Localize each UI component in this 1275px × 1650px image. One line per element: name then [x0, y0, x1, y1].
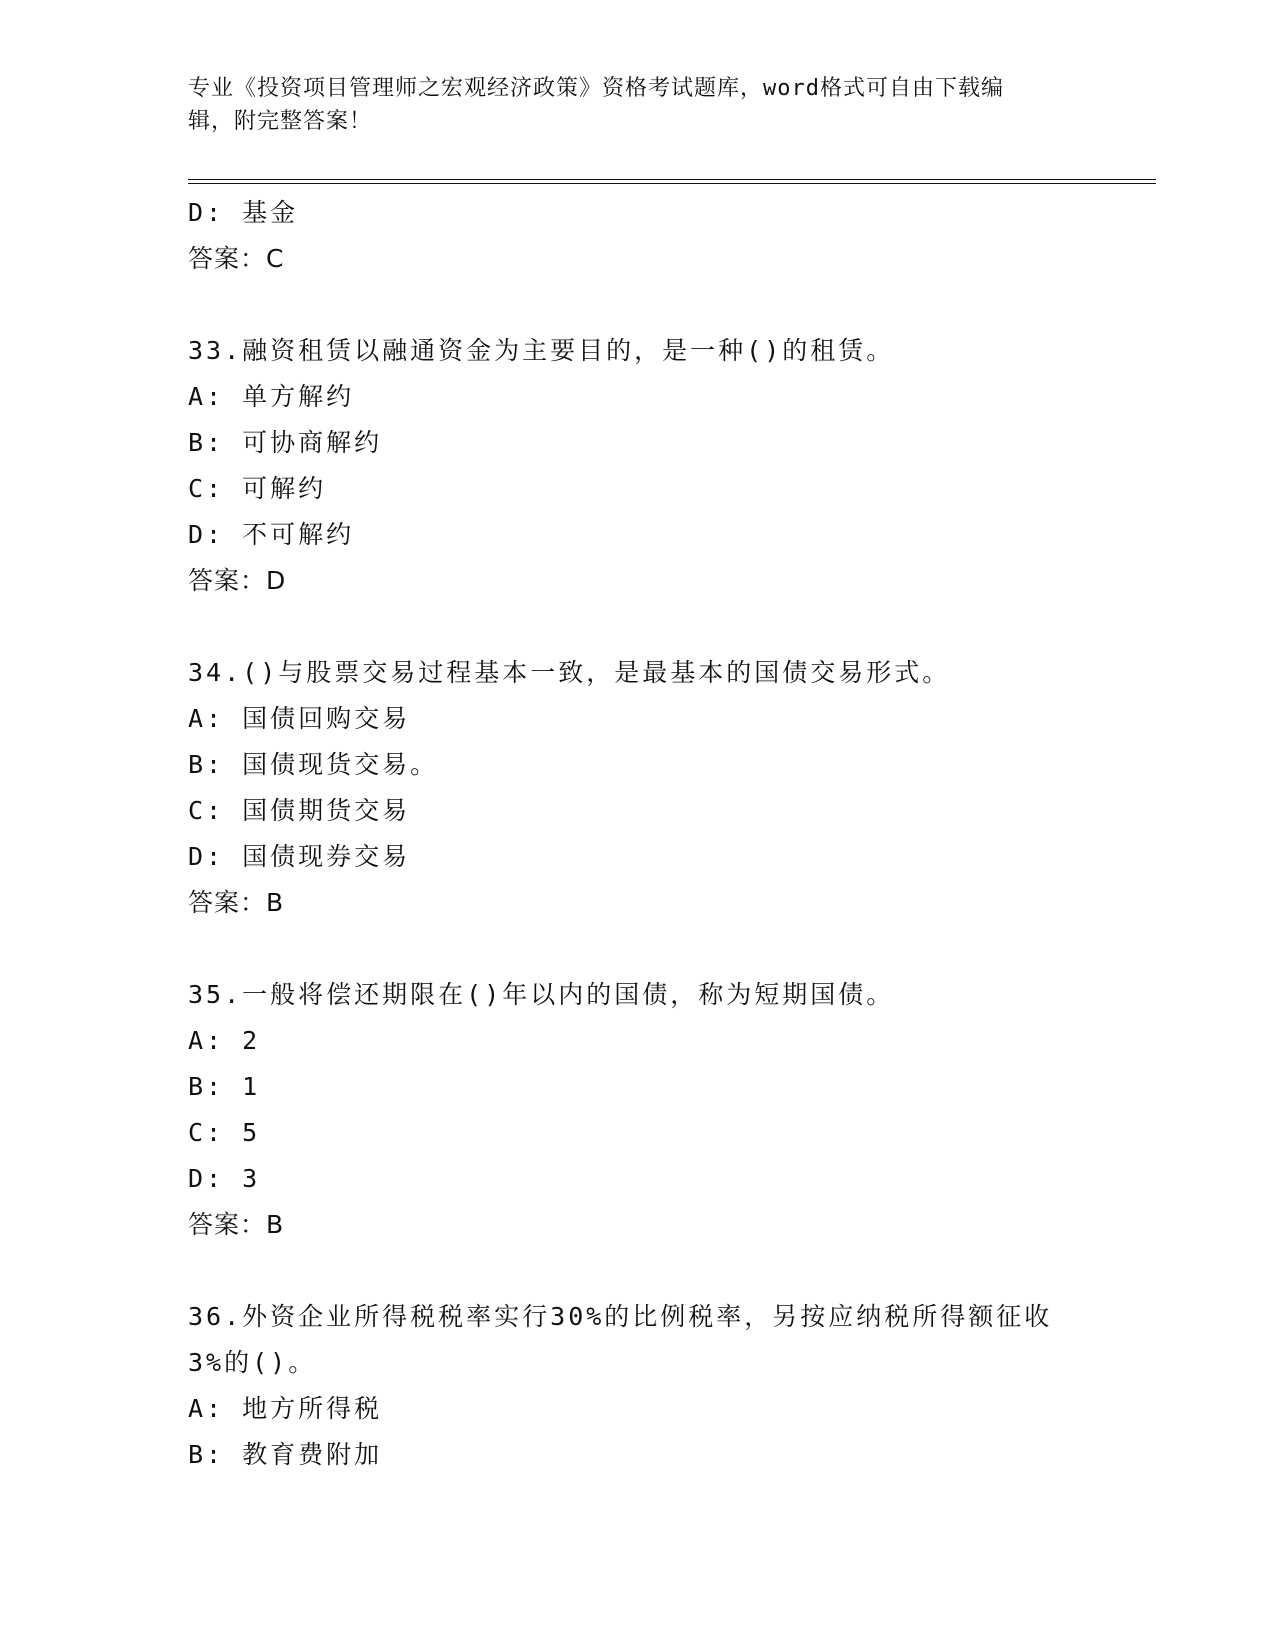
option-d: D: 不可解约 — [188, 520, 355, 549]
option-c: C: 国债期货交易 — [188, 796, 411, 825]
option-b: B: 教育费附加 — [188, 1440, 383, 1469]
option-d: D: 国债现券交易 — [188, 842, 411, 871]
option-a: A: 国债回购交易 — [188, 704, 411, 733]
answer-line: 答案：B — [188, 888, 285, 917]
question-stem: 33.融资租赁以融通资金为主要目的，是一种()的租赁。 — [188, 336, 895, 365]
question-33 — [188, 328, 1088, 604]
answer-line: 答案：D — [188, 566, 287, 595]
question-list — [188, 190, 1088, 1478]
question-stem: 35.一般将偿还期限在()年以内的国债，称为短期国债。 — [188, 980, 895, 1009]
header-rule-bottom — [188, 183, 1156, 184]
option-d: D: 基金 — [188, 198, 299, 227]
option-a: A: 地方所得税 — [188, 1394, 383, 1423]
answer-line: 答案：B — [188, 1210, 285, 1239]
header-line-2: 辑，附完整答案！ — [188, 109, 373, 134]
document-header — [188, 72, 1088, 138]
option-b: B: 国债现货交易。 — [188, 750, 439, 779]
option-a: A: 2 — [188, 1026, 261, 1055]
spacer — [188, 282, 1088, 328]
option-b: B: 1 — [188, 1072, 261, 1101]
question-36 — [188, 1294, 1088, 1478]
question-35 — [188, 972, 1088, 1248]
answer-line: 答案：C — [188, 244, 285, 273]
header-line-1: 专业《投资项目管理师之宏观经济政策》资格考试题库，word格式可自由下载编 — [188, 76, 1004, 101]
option-c: C: 5 — [188, 1118, 261, 1147]
question-34 — [188, 650, 1088, 926]
option-c: C: 可解约 — [188, 474, 327, 503]
spacer — [188, 926, 1088, 972]
spacer — [188, 1248, 1088, 1294]
header-rule-top — [188, 179, 1156, 180]
option-d: D: 3 — [188, 1164, 261, 1193]
option-a: A: 单方解约 — [188, 382, 355, 411]
question-stem-line-2: 3%的()。 — [188, 1348, 317, 1377]
option-b: B: 可协商解约 — [188, 428, 383, 457]
question-stem-line-1: 36.外资企业所得税税率实行30%的比例税率，另按应纳税所得额征收 — [188, 1302, 1053, 1331]
spacer — [188, 604, 1088, 650]
question-stem: 34.()与股票交易过程基本一致，是最基本的国债交易形式。 — [188, 658, 951, 687]
